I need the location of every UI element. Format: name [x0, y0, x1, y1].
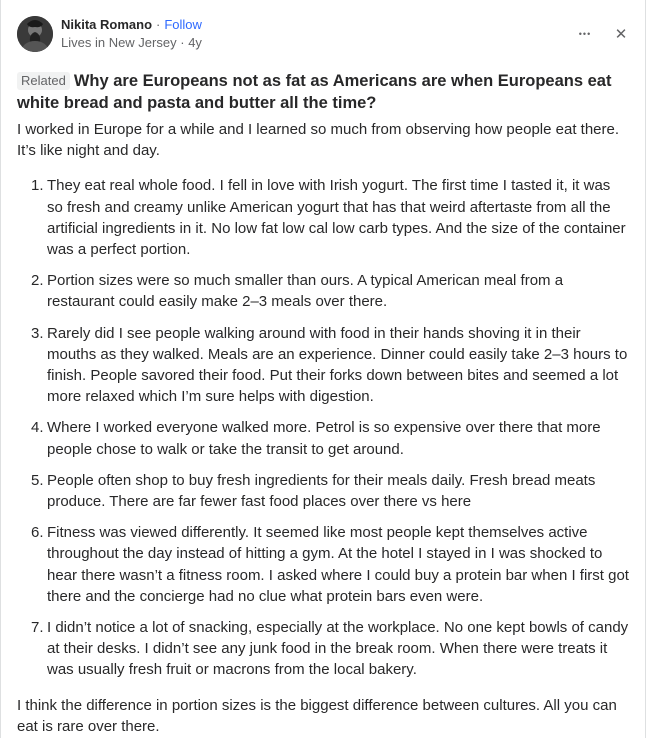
separator-dot: · — [180, 35, 185, 50]
separator-dot: · — [156, 17, 161, 32]
list-item-number: 3. — [31, 324, 44, 342]
author-block — [61, 16, 202, 52]
credential-line — [61, 34, 202, 52]
list-item-number: 7. — [31, 619, 44, 637]
avatar[interactable] — [17, 16, 53, 52]
list-item-number: 1. — [31, 177, 44, 195]
author-name[interactable]: Nikita Romano — [61, 17, 153, 32]
answer-age[interactable]: 4y — [188, 35, 202, 50]
answer-intro: I worked in Europe for a while and I learned so much from observing how people eat there. It’s like night and day. — [17, 121, 620, 160]
related-tag: Related — [17, 72, 70, 90]
list-item-text: Where I worked everyone walked more. Petrol is so expensive over there that more people chose to walk or take the transit to get around. — [47, 419, 601, 458]
question-title-row — [17, 70, 629, 114]
list-item — [31, 417, 629, 459]
list-item — [31, 175, 629, 260]
list-item-number: 2. — [31, 272, 44, 290]
answer-body — [17, 119, 629, 737]
close-icon: ✕ — [614, 26, 628, 43]
list-item-text: People often shop to buy fresh ingredients for their meals daily. Fresh bread meats produce. There are far fewer fast food places over there vs here — [47, 471, 596, 511]
list-item-number: 4. — [31, 419, 44, 437]
more-horizontal-icon: ••• — [578, 29, 592, 39]
list-item-text: Portion sizes were so much smaller than ours. A typical American meal from a restaurant could easily make 2–3 meals over there. — [47, 272, 564, 311]
list-item-number: 6. — [31, 524, 44, 542]
list-item-number: 5. — [31, 471, 44, 489]
list-item-text: Rarely did I see people walking around with food in their hands shoving it in their mouths as they walked. Meals are an experience. Dinner could easily take 2–3 hours to finish. People savored their food. Put their forks down between bites and seemed a lot more relaxed which I’m sure helps with digestion. — [47, 324, 628, 406]
list-item-text: Fitness was viewed differently. It seemed like most people kept themselves active throughout the day instead of hitting a gym. At the hotel I stayed in I was shocked to hear there wasn’t a fitness room. I asked where I could buy a protein bar when I first got there and the concierge had no clue what protein bars even were. — [47, 524, 629, 605]
list-item-text: I didn’t notice a lot of snacking, especially at the workplace. No one kept bowls of candy at their desks. I didn’t see any junk food in the break room. When there were treats it was usually fresh fruit or macrons from the local bakery. — [47, 619, 629, 679]
author-line — [61, 16, 202, 34]
list-item — [31, 470, 629, 512]
answer-outro: I think the difference in portion sizes is the biggest difference between cultures. All you can eat is rare over there. — [17, 696, 617, 735]
answer-points-list — [31, 175, 629, 680]
header-actions — [571, 20, 635, 48]
answer-header — [17, 0, 629, 64]
list-item — [31, 617, 629, 681]
author-credential[interactable]: Lives in New Jersey — [61, 35, 177, 50]
list-item — [31, 270, 629, 312]
list-item — [31, 522, 629, 607]
close-button[interactable] — [607, 20, 635, 48]
question-title[interactable]: Why are Europeans not as fat as Americans are when Europeans eat white bread and pasta and butter all the time? — [17, 72, 612, 112]
more-options-button[interactable] — [571, 20, 599, 48]
follow-button[interactable]: Follow — [164, 17, 202, 32]
list-item — [31, 323, 629, 408]
list-item-text: They eat real whole food. I fell in love with Irish yogurt. The first time I tasted it, it was so fresh and creamy unlike American yogurt that has that weird aftertaste from all the artificial ingredients in it. No low fat low cal low carb types. And the size of the container was a perfect portion. — [47, 177, 626, 259]
